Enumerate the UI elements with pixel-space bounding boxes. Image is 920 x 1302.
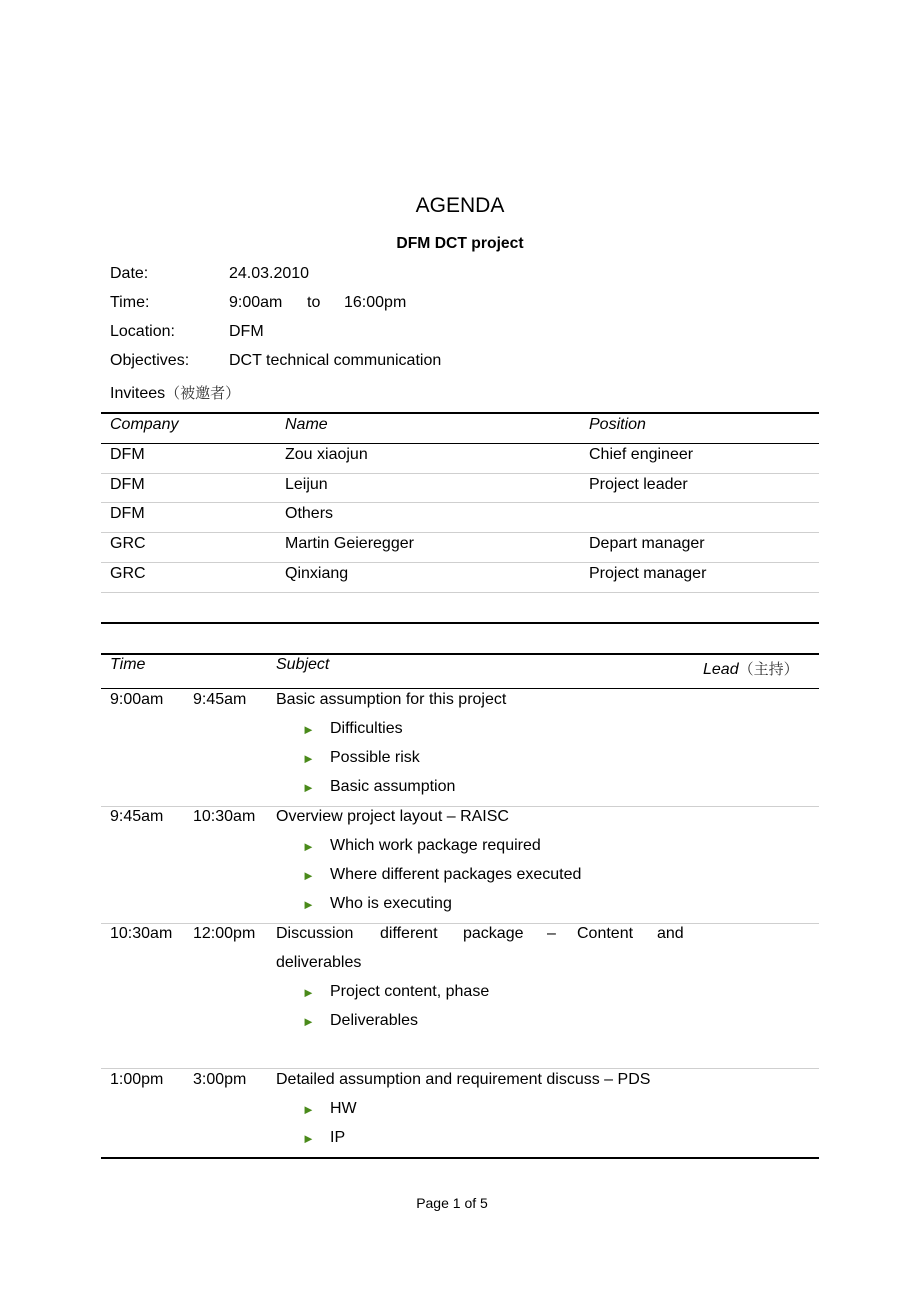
table-top-rule — [101, 412, 819, 414]
agenda-subject: Basic assumption for this project — [276, 691, 507, 708]
agenda-subject-word: Content — [577, 925, 634, 942]
objectives-label: Objectives: — [110, 352, 190, 369]
section-divider — [101, 622, 819, 624]
invitee-name: Zou xiaojun — [285, 446, 368, 463]
lead-label-cn: （主持） — [738, 660, 799, 678]
header-rule — [101, 443, 819, 444]
column-header-company: Company — [110, 416, 179, 433]
bullet-arrow-icon: ► — [302, 897, 315, 912]
agenda-subject-word: – — [547, 925, 556, 942]
bullet-arrow-icon: ► — [302, 985, 315, 1000]
location-value: DFM — [229, 323, 264, 340]
agenda-bullet: Deliverables — [330, 1012, 419, 1029]
agenda-subject: Detailed assumption and requirement discuss – PDS — [276, 1071, 651, 1088]
date-label: Date: — [110, 265, 149, 282]
lead-label: Lead — [703, 661, 739, 678]
agenda-bullet: HW — [330, 1100, 357, 1117]
bullet-arrow-icon: ► — [302, 780, 315, 795]
table-top-rule — [101, 653, 819, 655]
invitee-company: DFM — [110, 476, 145, 493]
agenda-bullet: Basic assumption — [330, 778, 456, 795]
time-to: to — [307, 294, 321, 311]
agenda-subject-continued: deliverables — [276, 954, 362, 971]
invitee-position: Depart manager — [589, 535, 705, 552]
agenda-subject: Overview project layout – RAISC — [276, 808, 509, 825]
row-divider — [101, 502, 819, 503]
column-header-lead — [703, 658, 799, 679]
agenda-bullet: Where different packages executed — [330, 866, 582, 883]
invitee-name: Leijun — [285, 476, 328, 493]
invitee-company: DFM — [110, 446, 145, 463]
bullet-arrow-icon: ► — [302, 751, 315, 766]
invitee-position: Project manager — [589, 565, 707, 582]
agenda-bullet: Project content, phase — [330, 983, 490, 1000]
row-divider — [101, 923, 819, 924]
row-divider — [101, 562, 819, 563]
agenda-subject-word: Discussion — [276, 925, 354, 942]
agenda-end-time: 9:45am — [193, 691, 247, 708]
row-divider — [101, 532, 819, 533]
column-header-position: Position — [589, 416, 646, 433]
agenda-end-time: 10:30am — [193, 808, 256, 825]
document-subtitle: DFM DCT project — [396, 235, 524, 252]
invitee-company: DFM — [110, 505, 145, 522]
agenda-start-time: 9:45am — [110, 808, 164, 825]
invitee-name: Martin Geieregger — [285, 535, 414, 552]
invitee-company: GRC — [110, 565, 146, 582]
bullet-arrow-icon: ► — [302, 839, 315, 854]
agenda-end-time: 12:00pm — [193, 925, 256, 942]
time-end: 16:00pm — [344, 294, 407, 311]
location-label: Location: — [110, 323, 175, 340]
row-divider — [101, 592, 819, 593]
row-divider — [101, 473, 819, 474]
agenda-start-time: 1:00pm — [110, 1071, 164, 1088]
agenda-bullet: Possible risk — [330, 749, 420, 766]
document-title: AGENDA — [415, 194, 505, 217]
bullet-arrow-icon: ► — [302, 868, 315, 883]
agenda-bullet: IP — [330, 1129, 346, 1146]
table-bottom-rule — [101, 1157, 819, 1159]
agenda-subject-word: package — [463, 925, 524, 942]
column-header-time: Time — [110, 656, 146, 673]
agenda-subject-word: and — [657, 925, 684, 942]
time-label: Time: — [110, 294, 150, 311]
row-divider — [101, 1068, 819, 1069]
column-header-name: Name — [285, 416, 328, 433]
invitee-position: Project leader — [589, 476, 688, 493]
invitees-label-cn: （被邀者） — [165, 384, 241, 402]
bullet-arrow-icon: ► — [302, 722, 315, 737]
invitee-position: Chief engineer — [589, 446, 694, 463]
invitee-company: GRC — [110, 535, 146, 552]
bullet-arrow-icon: ► — [302, 1014, 315, 1029]
invitees-label — [110, 382, 240, 403]
agenda-bullet: Who is executing — [330, 895, 452, 912]
invitee-name: Qinxiang — [285, 565, 349, 582]
agenda-subject-word: different — [380, 925, 438, 942]
column-header-subject: Subject — [276, 656, 330, 673]
invitees-label-text: Invitees — [110, 385, 166, 402]
invitee-name: Others — [285, 505, 334, 522]
bullet-arrow-icon: ► — [302, 1102, 315, 1117]
date-value: 24.03.2010 — [229, 265, 310, 282]
header-rule — [101, 688, 819, 689]
bullet-arrow-icon: ► — [302, 1131, 315, 1146]
time-start: 9:00am — [229, 294, 283, 311]
agenda-bullet: Which work package required — [330, 837, 541, 854]
page-number: Page 1 of 5 — [416, 1195, 488, 1211]
agenda-start-time: 10:30am — [110, 925, 173, 942]
objectives-value: DCT technical communication — [229, 352, 442, 369]
row-divider — [101, 806, 819, 807]
agenda-bullet: Difficulties — [330, 720, 403, 737]
agenda-end-time: 3:00pm — [193, 1071, 247, 1088]
agenda-start-time: 9:00am — [110, 691, 164, 708]
